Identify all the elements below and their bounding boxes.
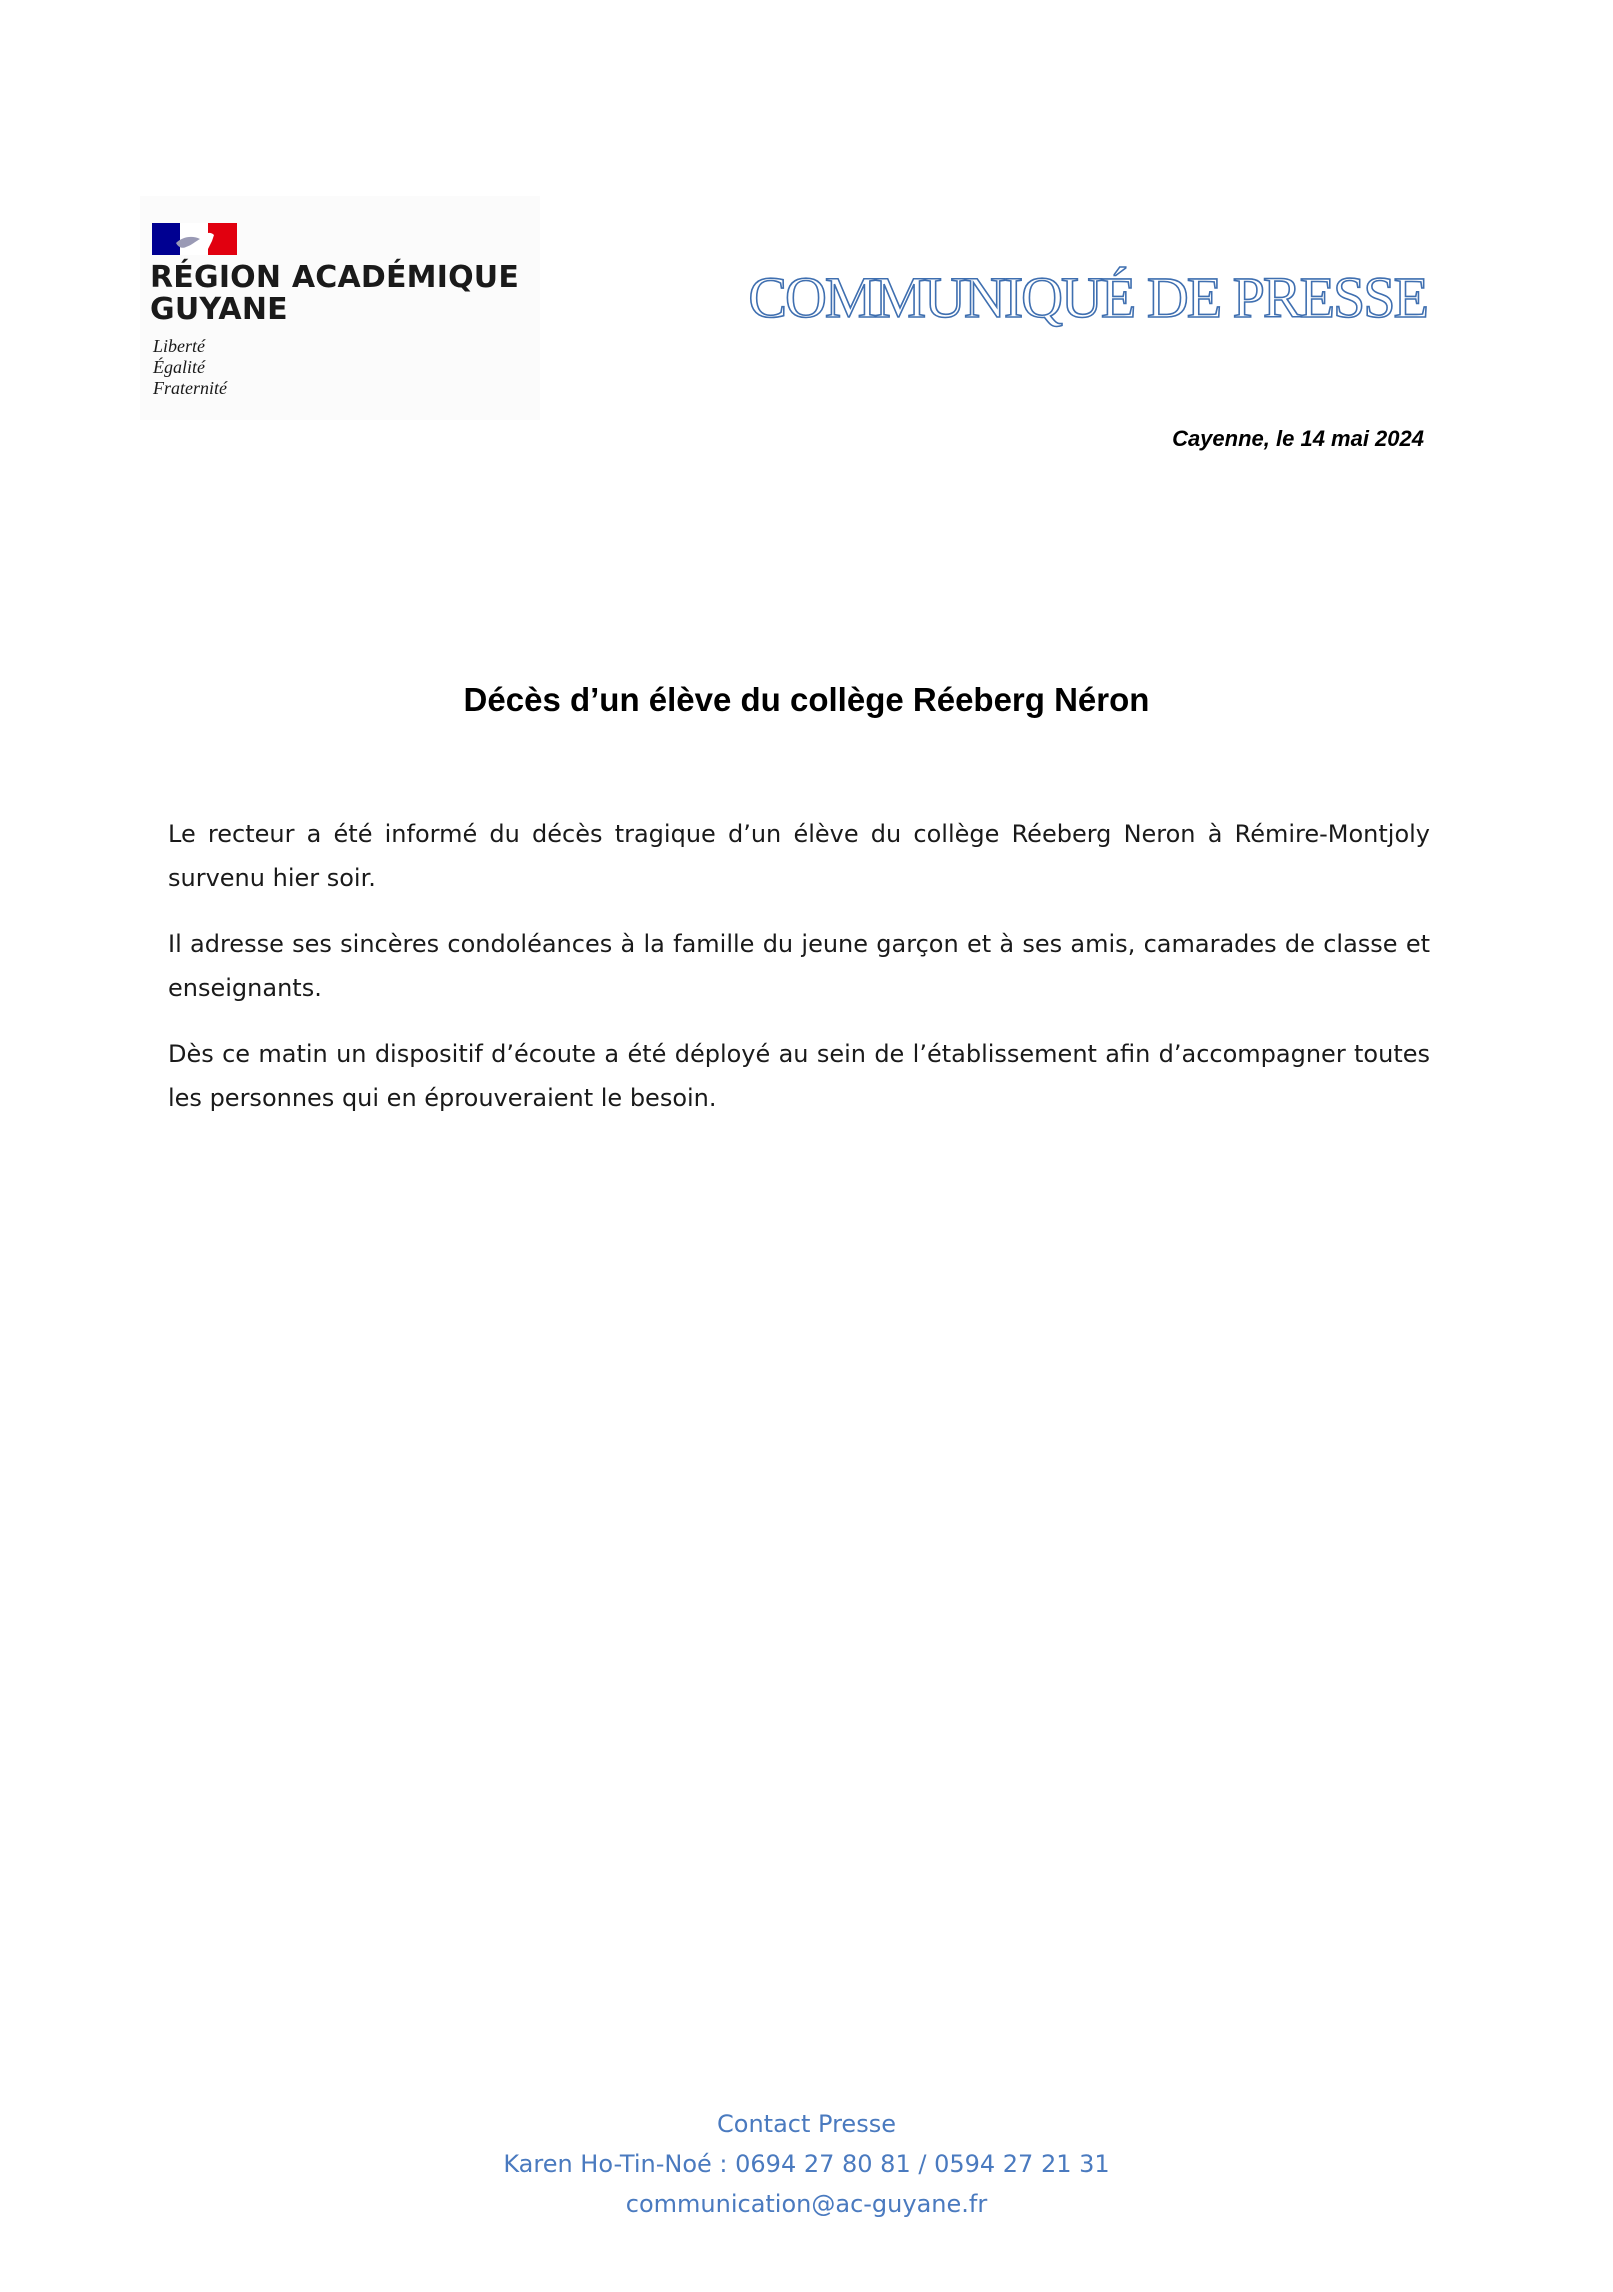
marianne-flag-icon — [152, 223, 237, 255]
motto-liberte: Liberté — [153, 336, 205, 356]
motto-egalite: Égalité — [153, 357, 205, 377]
contact-heading: Contact Presse — [717, 2110, 896, 2138]
region-name — [150, 262, 519, 326]
region-name-line2: GUYANE — [150, 292, 288, 327]
press-contact — [0, 2104, 1613, 2224]
contact-phone-line: Karen Ho-Tin-Noé : 0694 27 80 81 / 0594 27 21 31 — [503, 2150, 1110, 2178]
institution-logo — [140, 196, 540, 420]
paragraph-2: Il adresse ses sincères condoléances à la famille du jeune garçon et à ses amis, camarades de classe et enseignants. — [168, 930, 1430, 1002]
date-line: Cayenne, le 14 mai 2024 — [1172, 426, 1424, 451]
press-release-title: COMMUNIQUÉ DE PRESSE — [748, 265, 1427, 330]
motto-fraternite: Fraternité — [153, 378, 227, 398]
body-text — [168, 812, 1430, 1142]
contact-email-link[interactable]: communication@ac-guyane.fr — [625, 2190, 988, 2218]
republic-motto — [153, 336, 227, 399]
document-title: Décès d’un élève du collège Réeberg Néron — [463, 681, 1150, 718]
paragraph-1: Le recteur a été informé du décès tragique d’un élève du collège Réeberg Neron à Rémire-Montjoly survenu hier soir. — [168, 820, 1430, 892]
region-name-line1: RÉGION ACADÉMIQUE — [150, 260, 520, 295]
paragraph-3: Dès ce matin un dispositif d’écoute a été déployé au sein de l’établissement afin d’accompagner toutes les personnes qui en éprouveraient le besoin. — [168, 1040, 1430, 1112]
